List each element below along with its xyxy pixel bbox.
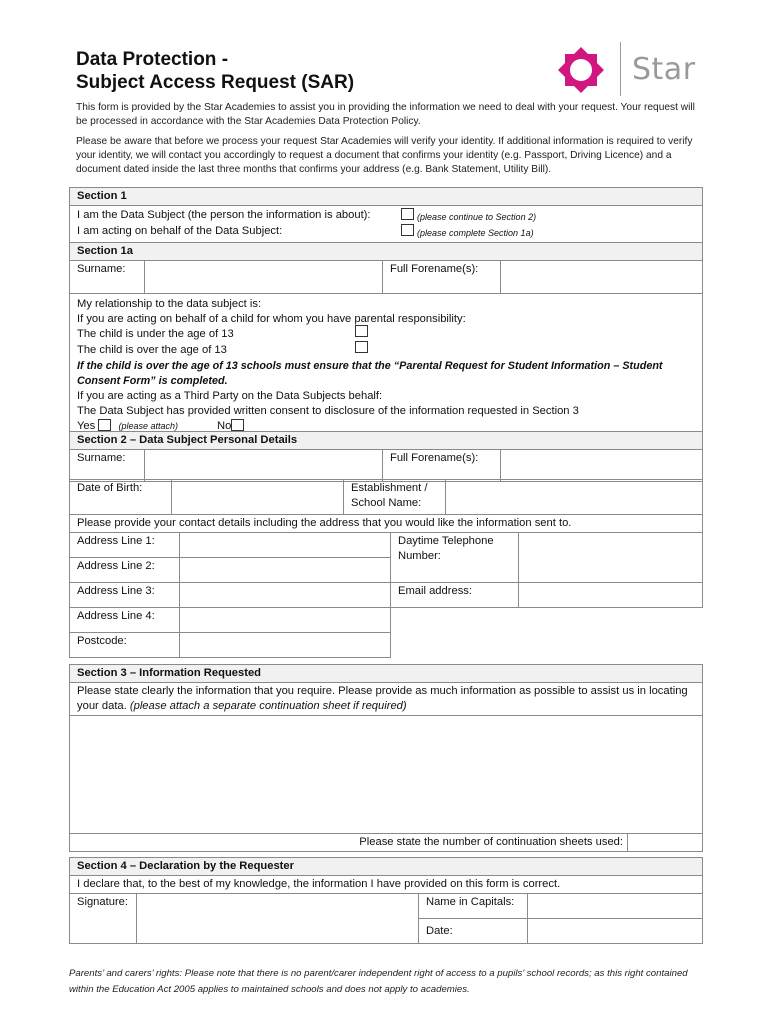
address-line-4-label: Address Line 4: bbox=[70, 608, 180, 633]
name-capitals-label: Name in Capitals: bbox=[419, 894, 528, 919]
page-title bbox=[76, 48, 354, 94]
address-line-1-field[interactable] bbox=[180, 533, 391, 558]
s2-forename-label: Full Forename(s): bbox=[383, 450, 501, 482]
over-13-checkbox[interactable] bbox=[355, 341, 368, 356]
postcode-label: Postcode: bbox=[70, 633, 180, 658]
instructions-text: Please state clearly the information that you require. Please provide as much information as possible to assist us in locating your data. bbox=[77, 685, 688, 712]
s1a-forename-field[interactable] bbox=[501, 261, 703, 294]
contact-intro: Please provide your contact details including the address that you would like the information sent to. bbox=[70, 515, 703, 533]
section-3-instructions bbox=[70, 683, 703, 716]
phone-field[interactable] bbox=[519, 533, 703, 583]
data-subject-note: (please continue to Section 2) bbox=[417, 212, 537, 222]
intro-paragraph-2: Please be aware that before we process your request Star Academies will verify your identity. If additional information is required to verify your identity, we will contact you accordingly to request a document that confirms your identity (e.g. Passport, Driving Licence) and a document dated inside the last three months that confirms your address (e.g. Bank Statement, Utility Bill). bbox=[76, 136, 693, 175]
date-label: Date: bbox=[419, 919, 528, 944]
third-party-label: If you are acting as a Third Party on the Data Subjects behalf: bbox=[77, 390, 383, 402]
s2-surname-label: Surname: bbox=[70, 450, 145, 482]
s1a-surname-field[interactable] bbox=[145, 261, 383, 294]
s1a-forename-label: Full Forename(s): bbox=[383, 261, 501, 294]
intro-paragraph-1: This form is provided by the Star Academies to assist you in providing the information we need to deal with your request. Your request will be processed in accordance with the Star Academies Data Protection Policy. bbox=[76, 102, 695, 127]
data-subject-checkbox[interactable] bbox=[401, 208, 414, 223]
s2-surname-field[interactable] bbox=[145, 450, 383, 482]
signature-label: Signature: bbox=[70, 894, 137, 944]
instructions-italic: (please attach a separate continuation sheet if required) bbox=[129, 700, 407, 712]
signature-field[interactable] bbox=[137, 894, 419, 944]
email-label: Email address: bbox=[391, 583, 519, 608]
relationship-label: My relationship to the data subject is: bbox=[77, 298, 262, 310]
section-2-table bbox=[69, 431, 703, 482]
address-line-2-field[interactable] bbox=[180, 558, 391, 583]
s2-forename-field[interactable] bbox=[501, 450, 703, 482]
establishment-field[interactable] bbox=[446, 480, 703, 515]
dob-label: Date of Birth: bbox=[70, 480, 172, 515]
on-behalf-label: I am acting on behalf of the Data Subject: bbox=[77, 225, 283, 237]
title-line-1: Data Protection - bbox=[76, 49, 229, 70]
section-3-heading: Section 3 – Information Requested bbox=[70, 665, 703, 683]
establishment-label: Establishment / School Name: bbox=[344, 480, 446, 515]
continuation-label: Please state the number of continuation sheets used: bbox=[70, 834, 628, 852]
yes-label: Yes bbox=[77, 420, 96, 432]
address-line-3-label: Address Line 3: bbox=[70, 583, 180, 608]
no-label: No bbox=[217, 420, 232, 432]
s1a-details bbox=[70, 294, 703, 438]
on-behalf-note: (please complete Section 1a) bbox=[417, 228, 534, 238]
date-field[interactable] bbox=[528, 919, 703, 944]
section-2-dob-table bbox=[69, 479, 703, 515]
section-1-table bbox=[69, 187, 703, 438]
on-behalf-checkbox[interactable] bbox=[401, 224, 414, 239]
yes-note: (please attach) bbox=[118, 421, 179, 431]
address-line-1-label: Address Line 1: bbox=[70, 533, 180, 558]
postcode-field[interactable] bbox=[180, 633, 391, 658]
information-requested-field[interactable] bbox=[70, 716, 703, 834]
section-1-options bbox=[70, 206, 703, 243]
child-intro: If you are acting on behalf of a child for whom you have parental responsibility: bbox=[77, 313, 466, 325]
address-line-3-field[interactable] bbox=[180, 583, 391, 608]
consent-line: The Data Subject has provided written consent to disclosure of the information requested in Section 3 bbox=[77, 405, 579, 417]
title-line-2: Subject Access Request (SAR) bbox=[76, 72, 355, 93]
declaration-text: I declare that, to the best of my knowledge, the information I have provided on this form is correct. bbox=[70, 876, 703, 894]
continuation-count-field[interactable] bbox=[628, 834, 703, 852]
section-3-table bbox=[69, 664, 703, 852]
section-4-table bbox=[69, 857, 703, 944]
logo-divider bbox=[620, 42, 621, 96]
name-capitals-field[interactable] bbox=[528, 894, 703, 919]
address-line-4-field[interactable] bbox=[180, 608, 391, 633]
email-field[interactable] bbox=[519, 583, 703, 608]
phone-label: Daytime Telephone Number: bbox=[391, 533, 519, 583]
over-13-note: If the child is over the age of 13 schools must ensure that the “Parental Request for Student Information – Student Consent Form” is completed. bbox=[77, 360, 663, 387]
s1a-surname-label: Surname: bbox=[70, 261, 145, 294]
under-13-label: The child is under the age of 13 bbox=[77, 328, 234, 340]
parents-rights-note: Parents’ and carers’ rights: Please note that there is no parent/carer independent right of access to a pupils’ school records; as this right contained within the Education Act 2005 applies to maintained schools and does not apply to academies. bbox=[69, 968, 688, 995]
logo-wordmark: Star bbox=[632, 52, 696, 87]
section-1a-heading: Section 1a bbox=[70, 243, 703, 261]
over-13-label: The child is over the age of 13 bbox=[77, 344, 227, 356]
section-2-contact-table bbox=[69, 514, 703, 658]
address-line-2-label: Address Line 2: bbox=[70, 558, 180, 583]
data-subject-label: I am the Data Subject (the person the information is about): bbox=[77, 209, 371, 221]
section-1-heading: Section 1 bbox=[70, 188, 703, 206]
dob-field[interactable] bbox=[172, 480, 344, 515]
section-2-heading: Section 2 – Data Subject Personal Details bbox=[70, 432, 703, 450]
section-4-heading: Section 4 – Declaration by the Requester bbox=[70, 858, 703, 876]
under-13-checkbox[interactable] bbox=[355, 325, 368, 340]
